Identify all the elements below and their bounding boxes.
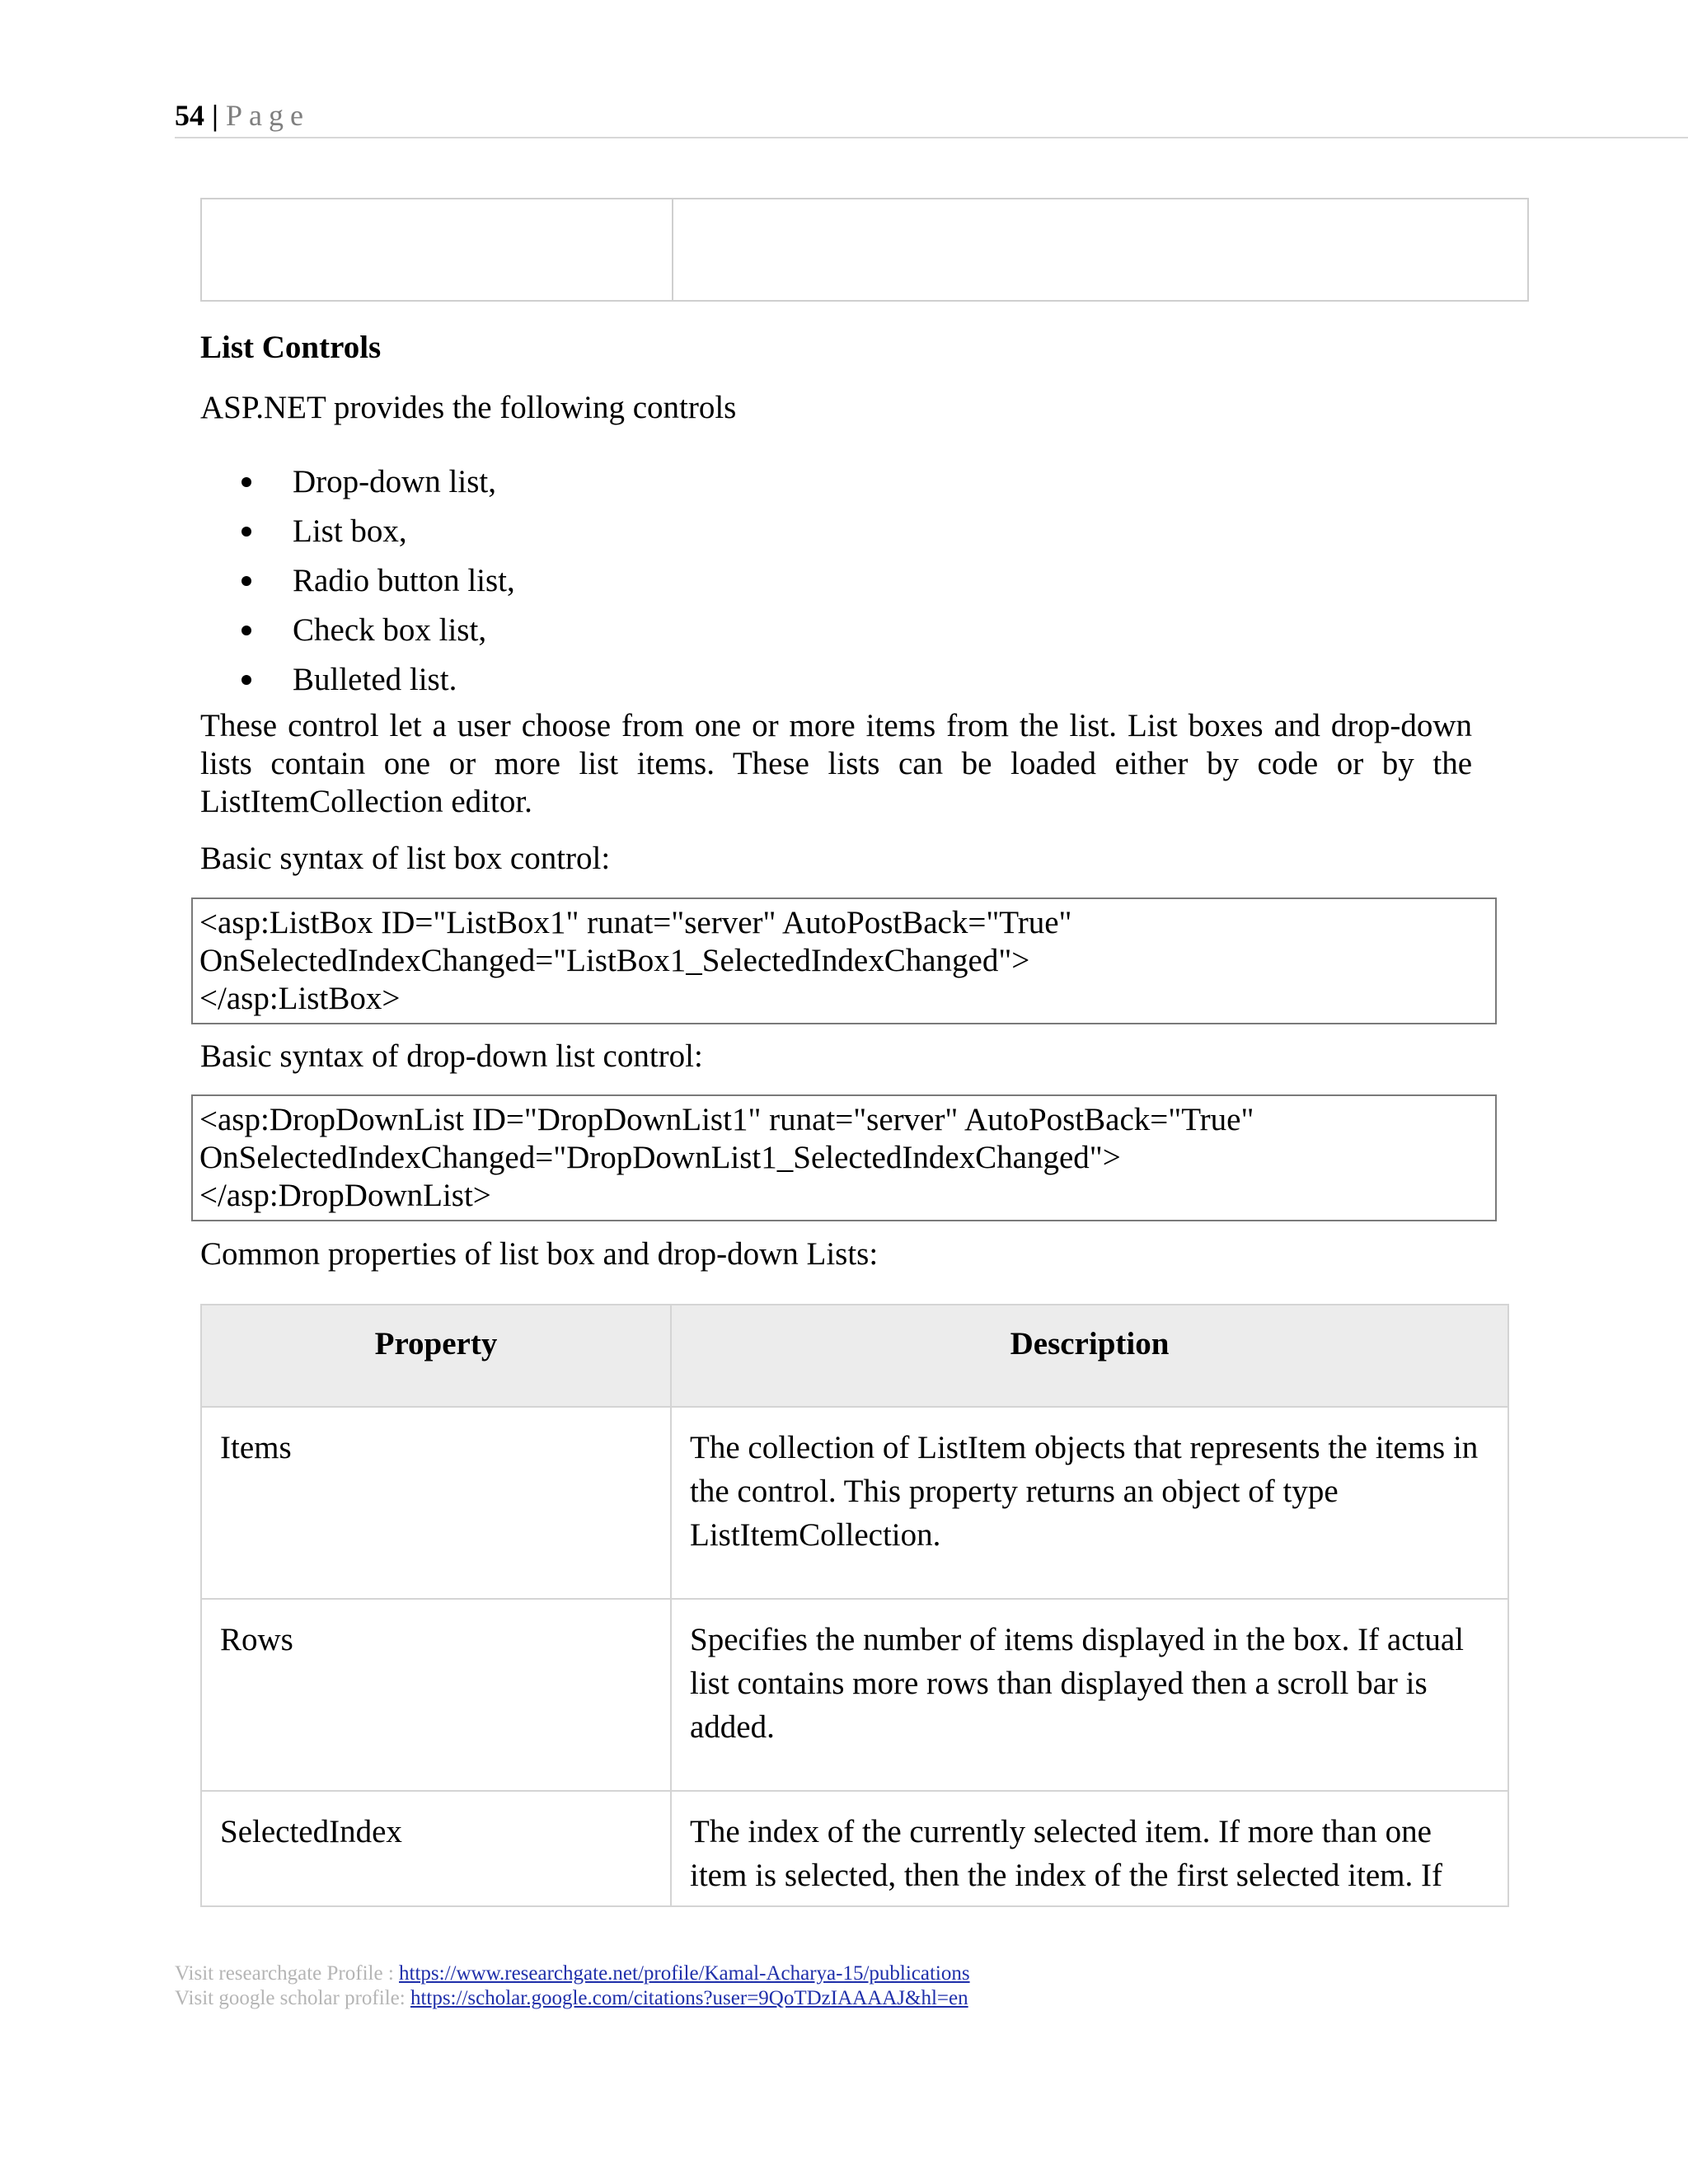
list-item-label: Check box list,: [293, 612, 487, 648]
table-caption: Common properties of list box and drop-down Lists:: [200, 1236, 879, 1272]
code-line: <asp:ListBox ID="ListBox1" runat="server" AutoPostBack="True": [199, 905, 1072, 940]
list-item: [200, 655, 1437, 705]
table-header-row: [201, 1305, 1508, 1407]
table-row: [201, 1791, 1508, 1906]
listbox-caption: Basic syntax of list box control:: [200, 841, 611, 876]
empty-table-cell-left: [202, 199, 673, 300]
header-description: Description: [671, 1305, 1508, 1407]
table-row: [201, 1599, 1508, 1791]
bullet-icon: [241, 477, 251, 487]
dropdown-code-box: [191, 1094, 1497, 1221]
list-item: [200, 606, 1437, 655]
list-item: [200, 457, 1437, 507]
section-heading: List Controls: [200, 330, 382, 365]
header-property: Property: [201, 1305, 671, 1407]
scholar-link[interactable]: https://scholar.google.com/citations?user=9QoTDzIAAAAJ&hl=en: [410, 1987, 968, 2009]
properties-table: [200, 1304, 1509, 1907]
bullet-icon: [241, 576, 251, 586]
page-number: 54: [175, 99, 204, 132]
listbox-code-box: [191, 898, 1497, 1024]
property-cell: SelectedIndex: [201, 1791, 671, 1906]
dropdown-caption: Basic syntax of drop-down list control:: [200, 1038, 703, 1074]
page-footer: [175, 1961, 970, 2011]
list-item: [200, 556, 1437, 606]
empty-table-continuation: [200, 198, 1529, 302]
list-item-label: List box,: [293, 513, 407, 549]
bullet-icon: [241, 675, 251, 685]
list-item-label: Bulleted list.: [293, 662, 457, 697]
list-item: [200, 507, 1437, 556]
researchgate-link[interactable]: https://www.researchgate.net/profile/Kamal-Acharya-15/publications: [399, 1962, 970, 1985]
description-cell: The index of the currently selected item. If more than one item is selected, then the index of the first selected item. If: [671, 1791, 1508, 1906]
page-separator: |: [212, 99, 218, 132]
intro-text: ASP.NET provides the following controls: [200, 390, 737, 425]
page-label: Page: [225, 99, 310, 132]
code-line: </asp:ListBox>: [199, 981, 401, 1016]
empty-table-cell-right: [673, 199, 1527, 300]
list-item-label: Drop-down list,: [293, 464, 496, 499]
property-cell: Rows: [201, 1599, 671, 1791]
description-paragraph: These control let a user choose from one or more items from the list. List boxes and drop-down lists contain one or more list items. These lists can be loaded either by code or by the ListItemCollection editor.: [200, 708, 1472, 819]
code-line: OnSelectedIndexChanged="DropDownList1_SelectedIndexChanged">: [199, 1140, 1121, 1175]
table-row: [201, 1407, 1508, 1599]
code-line: </asp:DropDownList>: [199, 1178, 491, 1213]
scholar-label: Visit google scholar profile:: [175, 1987, 410, 2009]
code-line: <asp:DropDownList ID="DropDownList1" runat="server" AutoPostBack="True": [199, 1102, 1254, 1137]
researchgate-label: Visit researchgate Profile :: [175, 1962, 400, 1985]
researchgate-line: [175, 1961, 970, 1986]
list-item-label: Radio button list,: [293, 563, 515, 598]
code-line: OnSelectedIndexChanged="ListBox1_SelectedIndexChanged">: [199, 943, 1030, 978]
description-cell: The collection of ListItem objects that represents the items in the control. This property returns an object of type ListItemCollection.: [671, 1407, 1508, 1599]
property-cell: Items: [201, 1407, 671, 1599]
bullet-icon: [241, 626, 251, 635]
scholar-line: [175, 1986, 970, 2011]
controls-list: [200, 457, 1437, 705]
page-header: [175, 97, 1688, 138]
description-cell: Specifies the number of items displayed in the box. If actual list contains more rows than displayed then a scroll bar is added.: [671, 1599, 1508, 1791]
bullet-icon: [241, 527, 251, 537]
